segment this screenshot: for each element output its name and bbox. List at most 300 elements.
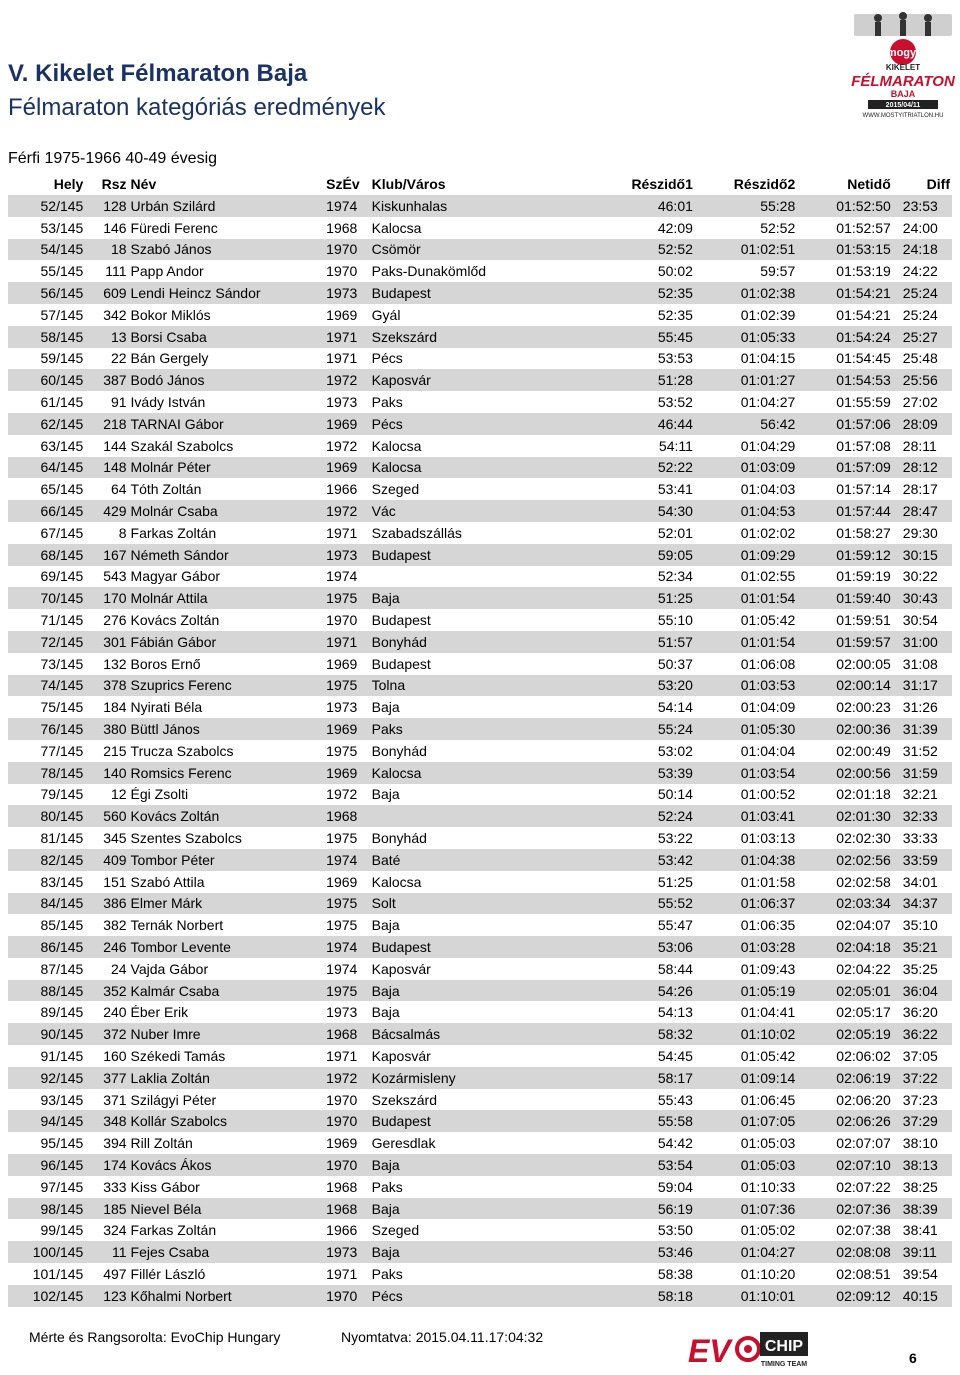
results-table — [8, 173, 952, 1307]
cell-nev: Szentes Szabolcs — [129, 827, 325, 849]
cell-diff: 40:15 — [893, 1285, 952, 1307]
cell-hely: 90/145 — [8, 1023, 85, 1045]
cell-netido: 02:04:22 — [797, 958, 893, 980]
cell-nev: Fejes Csaba — [129, 1241, 325, 1263]
cell-netido: 02:03:34 — [797, 893, 893, 915]
cell-rsz: 11 — [85, 1241, 128, 1263]
cell-nev: Bodó János — [129, 369, 325, 391]
cell-klub: Paks-Dunakömlőd — [370, 260, 570, 282]
logo-url-text: WWW.MOSTYITRIATLON.HU — [862, 113, 944, 119]
cell-szev: 1975 — [324, 675, 369, 697]
cell-diff: 37:05 — [893, 1045, 952, 1067]
cell-netido: 02:08:08 — [797, 1241, 893, 1263]
cell-reszido1: 52:35 — [570, 304, 695, 326]
table-row — [8, 544, 952, 566]
cell-netido: 01:57:44 — [797, 500, 893, 522]
cell-hely: 102/145 — [8, 1285, 85, 1307]
table-row — [8, 239, 952, 261]
cell-reszido1: 52:34 — [570, 566, 695, 588]
cell-netido: 02:09:12 — [797, 1285, 893, 1307]
cell-diff: 39:54 — [893, 1263, 952, 1285]
cell-rsz: 352 — [85, 980, 128, 1002]
footer-measured-by: Mérte és Rangsorolta: EvoChip Hungary — [29, 1329, 281, 1345]
cell-diff: 36:22 — [893, 1023, 952, 1045]
cell-hely: 54/145 — [8, 239, 85, 261]
cell-hely: 100/145 — [8, 1241, 85, 1263]
cell-reszido2: 01:03:13 — [695, 827, 797, 849]
page-number: 6 — [909, 1350, 917, 1366]
cell-hely: 66/145 — [8, 500, 85, 522]
table-row — [8, 217, 952, 239]
cell-hely: 97/145 — [8, 1176, 85, 1198]
cell-klub: Baja — [370, 1154, 570, 1176]
cell-rsz: 345 — [85, 827, 128, 849]
cell-reszido1: 53:54 — [570, 1154, 695, 1176]
cell-reszido2: 01:05:30 — [695, 718, 797, 740]
cell-rsz: 394 — [85, 1132, 128, 1154]
cell-diff: 25:56 — [893, 369, 952, 391]
cell-reszido2: 01:09:14 — [695, 1067, 797, 1089]
cell-netido: 02:05:17 — [797, 1001, 893, 1023]
table-row — [8, 914, 952, 936]
cell-hely: 75/145 — [8, 696, 85, 718]
cell-hely: 71/145 — [8, 609, 85, 631]
table-row — [8, 369, 952, 391]
cell-klub — [370, 805, 570, 827]
table-row — [8, 1241, 952, 1263]
cell-reszido2: 01:02:38 — [695, 282, 797, 304]
cell-klub: Budapest — [370, 936, 570, 958]
table-row — [8, 675, 952, 697]
cell-netido: 01:54:21 — [797, 282, 893, 304]
cell-rsz: 123 — [85, 1285, 128, 1307]
cell-szev: 1971 — [324, 348, 369, 370]
cell-rsz: 64 — [85, 478, 128, 500]
cell-hely: 88/145 — [8, 980, 85, 1002]
cell-netido: 02:05:01 — [797, 980, 893, 1002]
cell-hely: 62/145 — [8, 413, 85, 435]
cell-klub: Kaposvár — [370, 1045, 570, 1067]
table-row — [8, 936, 952, 958]
cell-netido: 01:57:06 — [797, 413, 893, 435]
cell-nev: Nyirati Béla — [129, 696, 325, 718]
table-row — [8, 1089, 952, 1111]
cell-reszido2: 01:04:29 — [695, 435, 797, 457]
cell-hely: 60/145 — [8, 369, 85, 391]
logo-date-text: 2015/04/11 — [885, 102, 921, 109]
cell-rsz: 13 — [85, 326, 128, 348]
cell-netido: 01:59:51 — [797, 609, 893, 631]
table-row — [8, 805, 952, 827]
cell-diff: 25:24 — [893, 304, 952, 326]
cell-netido: 02:07:07 — [797, 1132, 893, 1154]
cell-nev: Nievel Béla — [129, 1198, 325, 1220]
table-row — [8, 740, 952, 762]
cell-netido: 02:00:14 — [797, 675, 893, 697]
cell-nev: Kalmár Csaba — [129, 980, 325, 1002]
cell-klub: Vác — [370, 500, 570, 522]
cell-rsz: 543 — [85, 566, 128, 588]
cell-hely: 55/145 — [8, 260, 85, 282]
cell-diff: 36:04 — [893, 980, 952, 1002]
table-row — [8, 391, 952, 413]
page-subtitle: Félmaraton kategóriás eredmények — [8, 94, 386, 121]
cell-diff: 39:11 — [893, 1241, 952, 1263]
cell-diff: 24:18 — [893, 239, 952, 261]
cell-rsz: 146 — [85, 217, 128, 239]
cell-rsz: 148 — [85, 457, 128, 479]
cell-szev: 1970 — [324, 1110, 369, 1132]
cell-rsz: 301 — [85, 631, 128, 653]
cell-klub: Tolna — [370, 675, 570, 697]
cell-rsz: 151 — [85, 871, 128, 893]
cell-diff: 28:09 — [893, 413, 952, 435]
cell-klub: Baja — [370, 1198, 570, 1220]
cell-szev: 1975 — [324, 827, 369, 849]
cell-hely: 77/145 — [8, 740, 85, 762]
cell-rsz: 387 — [85, 369, 128, 391]
cell-nev: Elmer Márk — [129, 893, 325, 915]
cell-hely: 52/145 — [8, 195, 85, 217]
cell-diff: 28:47 — [893, 500, 952, 522]
table-row — [8, 871, 952, 893]
header-col-netido: Netidő — [847, 176, 891, 192]
cell-klub: Pécs — [370, 1285, 570, 1307]
cell-szev: 1970 — [324, 1089, 369, 1111]
cell-szev: 1973 — [324, 696, 369, 718]
cell-netido: 02:06:20 — [797, 1089, 893, 1111]
table-row — [8, 435, 952, 457]
cell-netido: 02:07:36 — [797, 1198, 893, 1220]
cell-netido: 01:52:57 — [797, 217, 893, 239]
cell-hely: 73/145 — [8, 653, 85, 675]
cell-reszido2: 01:06:08 — [695, 653, 797, 675]
cell-netido: 01:57:09 — [797, 457, 893, 479]
cell-reszido1: 52:35 — [570, 282, 695, 304]
cell-nev: Kiss Gábor — [129, 1176, 325, 1198]
cell-hely: 67/145 — [8, 522, 85, 544]
cell-diff: 24:00 — [893, 217, 952, 239]
cell-diff: 35:10 — [893, 914, 952, 936]
cell-diff: 38:39 — [893, 1198, 952, 1220]
cell-klub: Paks — [370, 718, 570, 740]
cell-diff: 32:33 — [893, 805, 952, 827]
table-row — [8, 893, 952, 915]
cell-reszido2: 01:05:03 — [695, 1154, 797, 1176]
cell-nev: Kovács Ákos — [129, 1154, 325, 1176]
cell-hely: 89/145 — [8, 1001, 85, 1023]
cell-netido: 02:02:58 — [797, 871, 893, 893]
cell-reszido1: 53:06 — [570, 936, 695, 958]
cell-reszido2: 01:06:37 — [695, 893, 797, 915]
cell-netido: 01:53:15 — [797, 239, 893, 261]
cell-szev: 1971 — [324, 326, 369, 348]
cell-klub: Budapest — [370, 653, 570, 675]
cell-reszido1: 56:19 — [570, 1198, 695, 1220]
cell-klub: Baja — [370, 914, 570, 936]
cell-reszido2: 01:07:05 — [695, 1110, 797, 1132]
cell-rsz: 160 — [85, 1045, 128, 1067]
cell-hely: 81/145 — [8, 827, 85, 849]
cell-reszido1: 55:24 — [570, 718, 695, 740]
cell-nev: Ternák Norbert — [129, 914, 325, 936]
cell-klub — [370, 566, 570, 588]
cell-netido: 02:00:49 — [797, 740, 893, 762]
cell-netido: 01:53:19 — [797, 260, 893, 282]
cell-nev: Kollár Szabolcs — [129, 1110, 325, 1132]
cell-netido: 01:54:24 — [797, 326, 893, 348]
cell-reszido1: 54:11 — [570, 435, 695, 457]
cell-rsz: 560 — [85, 805, 128, 827]
category-label: Férfi 1975-1966 40-49 évesig — [8, 150, 218, 167]
cell-reszido2: 01:04:27 — [695, 1241, 797, 1263]
cell-klub: Baja — [370, 696, 570, 718]
cell-netido: 02:02:30 — [797, 827, 893, 849]
table-row — [8, 1132, 952, 1154]
cell-reszido1: 58:32 — [570, 1023, 695, 1045]
cell-netido: 01:59:57 — [797, 631, 893, 653]
cell-reszido2: 01:06:35 — [695, 914, 797, 936]
cell-rsz: 386 — [85, 893, 128, 915]
table-row — [8, 1045, 952, 1067]
cell-rsz: 409 — [85, 849, 128, 871]
cell-klub: Pécs — [370, 348, 570, 370]
cell-klub: Paks — [370, 391, 570, 413]
cell-diff: 31:52 — [893, 740, 952, 762]
cell-hely: 76/145 — [8, 718, 85, 740]
cell-nev: Tombor Levente — [129, 936, 325, 958]
table-row — [8, 1176, 952, 1198]
cell-diff: 34:37 — [893, 893, 952, 915]
cell-nev: Farkas Zoltán — [129, 522, 325, 544]
cell-hely: 101/145 — [8, 1263, 85, 1285]
table-row — [8, 500, 952, 522]
cell-netido: 02:07:38 — [797, 1219, 893, 1241]
table-row — [8, 696, 952, 718]
cell-szev: 1971 — [324, 1045, 369, 1067]
cell-reszido1: 46:01 — [570, 195, 695, 217]
cell-netido: 02:06:02 — [797, 1045, 893, 1067]
cell-szev: 1968 — [324, 1023, 369, 1045]
cell-reszido2: 01:03:41 — [695, 805, 797, 827]
cell-netido: 02:00:36 — [797, 718, 893, 740]
cell-reszido1: 51:28 — [570, 369, 695, 391]
cell-reszido2: 01:04:09 — [695, 696, 797, 718]
cell-nev: Kőhalmi Norbert — [129, 1285, 325, 1307]
cell-reszido1: 59:05 — [570, 544, 695, 566]
cell-klub: Kozármisleny — [370, 1067, 570, 1089]
cell-klub: Gyál — [370, 304, 570, 326]
cell-reszido1: 53:46 — [570, 1241, 695, 1263]
cell-reszido1: 58:17 — [570, 1067, 695, 1089]
table-row — [8, 1219, 952, 1241]
cell-reszido2: 52:52 — [695, 217, 797, 239]
cell-netido: 02:08:51 — [797, 1263, 893, 1285]
table-row — [8, 260, 952, 282]
cell-klub: Szeged — [370, 1219, 570, 1241]
cell-klub: Budapest — [370, 609, 570, 631]
cell-nev: Molnár Csaba — [129, 500, 325, 522]
cell-szev: 1970 — [324, 609, 369, 631]
cell-reszido2: 01:05:19 — [695, 980, 797, 1002]
cell-hely: 74/145 — [8, 675, 85, 697]
cell-reszido1: 51:57 — [570, 631, 695, 653]
cell-szev: 1974 — [324, 958, 369, 980]
cell-szev: 1974 — [324, 195, 369, 217]
cell-szev: 1969 — [324, 653, 369, 675]
cell-rsz: 144 — [85, 435, 128, 457]
cell-nev: Bán Gergely — [129, 348, 325, 370]
page-title: V. Kikelet Félmaraton Baja — [8, 60, 308, 87]
cell-szev: 1975 — [324, 893, 369, 915]
cell-klub: Bonyhád — [370, 827, 570, 849]
cell-hely: 80/145 — [8, 805, 85, 827]
table-row — [8, 1067, 952, 1089]
cell-szev: 1975 — [324, 914, 369, 936]
cell-netido: 01:59:12 — [797, 544, 893, 566]
cell-rsz: 218 — [85, 413, 128, 435]
cell-diff: 23:53 — [893, 195, 952, 217]
cell-netido: 02:00:23 — [797, 696, 893, 718]
cell-szev: 1974 — [324, 936, 369, 958]
cell-hely: 58/145 — [8, 326, 85, 348]
cell-rsz: 342 — [85, 304, 128, 326]
cell-hely: 65/145 — [8, 478, 85, 500]
cell-reszido2: 01:04:53 — [695, 500, 797, 522]
cell-rsz: 371 — [85, 1089, 128, 1111]
cell-reszido1: 42:09 — [570, 217, 695, 239]
cell-reszido2: 01:04:15 — [695, 348, 797, 370]
cell-klub: Bácsalmás — [370, 1023, 570, 1045]
cell-nev: Szakál Szabolcs — [129, 435, 325, 457]
header-col-klub: Klub/Város — [371, 176, 446, 192]
table-row — [8, 413, 952, 435]
cell-hely: 69/145 — [8, 566, 85, 588]
cell-rsz: 22 — [85, 348, 128, 370]
logo-kikelet-text: KIKELET — [885, 63, 921, 72]
cell-nev: Farkas Zoltán — [129, 1219, 325, 1241]
cell-szev: 1975 — [324, 740, 369, 762]
cell-klub: Geresdlak — [370, 1132, 570, 1154]
cell-reszido2: 01:04:27 — [695, 391, 797, 413]
cell-szev: 1969 — [324, 304, 369, 326]
cell-rsz: 382 — [85, 914, 128, 936]
cell-hely: 82/145 — [8, 849, 85, 871]
cell-reszido2: 01:04:41 — [695, 1001, 797, 1023]
cell-reszido1: 53:50 — [570, 1219, 695, 1241]
cell-rsz: 184 — [85, 696, 128, 718]
cell-reszido2: 01:06:45 — [695, 1089, 797, 1111]
cell-reszido1: 58:38 — [570, 1263, 695, 1285]
cell-hely: 68/145 — [8, 544, 85, 566]
cell-klub: Baja — [370, 587, 570, 609]
cell-netido: 01:57:08 — [797, 435, 893, 457]
cell-reszido1: 58:44 — [570, 958, 695, 980]
cell-diff: 38:13 — [893, 1154, 952, 1176]
cell-netido: 01:59:19 — [797, 566, 893, 588]
cell-szev: 1973 — [324, 544, 369, 566]
cell-reszido2: 01:04:04 — [695, 740, 797, 762]
cell-klub: Csömör — [370, 239, 570, 261]
cell-reszido1: 54:13 — [570, 1001, 695, 1023]
cell-diff: 28:11 — [893, 435, 952, 457]
evochip-logo — [686, 1322, 810, 1372]
cell-hely: 92/145 — [8, 1067, 85, 1089]
table-row — [8, 587, 952, 609]
cell-reszido2: 01:10:20 — [695, 1263, 797, 1285]
header-col-reszido2: Részidő2 — [733, 176, 796, 192]
cell-reszido1: 52:01 — [570, 522, 695, 544]
cell-rsz: 167 — [85, 544, 128, 566]
cell-reszido2: 55:28 — [695, 195, 797, 217]
cell-reszido1: 53:52 — [570, 391, 695, 413]
cell-hely: 63/145 — [8, 435, 85, 457]
cell-reszido2: 01:05:42 — [695, 609, 797, 631]
cell-reszido1: 50:14 — [570, 784, 695, 806]
cell-szev: 1968 — [324, 217, 369, 239]
cell-nev: Szabó János — [129, 239, 325, 261]
cell-reszido2: 01:05:02 — [695, 1219, 797, 1241]
cell-reszido1: 55:47 — [570, 914, 695, 936]
cell-nev: Romsics Ferenc — [129, 762, 325, 784]
cell-reszido1: 55:52 — [570, 893, 695, 915]
cell-reszido1: 53:02 — [570, 740, 695, 762]
cell-netido: 01:52:50 — [797, 195, 893, 217]
cell-rsz: 377 — [85, 1067, 128, 1089]
cell-szev: 1966 — [324, 478, 369, 500]
cell-nev: Molnár Péter — [129, 457, 325, 479]
evochip-tagline-text: TIMING TEAM — [760, 1361, 808, 1368]
cell-nev: Székedi Tamás — [129, 1045, 325, 1067]
cell-diff: 30:54 — [893, 609, 952, 631]
table-row — [8, 304, 952, 326]
table-row — [8, 1154, 952, 1176]
cell-reszido1: 53:20 — [570, 675, 695, 697]
cell-reszido2: 01:04:03 — [695, 478, 797, 500]
cell-nev: Rill Zoltán — [129, 1132, 325, 1154]
cell-szev: 1971 — [324, 1263, 369, 1285]
cell-nev: Bokor Miklós — [129, 304, 325, 326]
cell-diff: 37:23 — [893, 1089, 952, 1111]
cell-szev: 1971 — [324, 631, 369, 653]
cell-nev: Németh Sándor — [129, 544, 325, 566]
cell-klub: Baja — [370, 784, 570, 806]
cell-diff: 38:25 — [893, 1176, 952, 1198]
cell-hely: 84/145 — [8, 893, 85, 915]
cell-reszido2: 01:10:01 — [695, 1285, 797, 1307]
table-row — [8, 849, 952, 871]
table-row — [8, 1285, 952, 1307]
cell-nev: Tóth Zoltán — [129, 478, 325, 500]
table-row — [8, 784, 952, 806]
cell-netido: 02:01:18 — [797, 784, 893, 806]
cell-netido: 01:58:27 — [797, 522, 893, 544]
logo-mogyi-text: mogyi — [886, 47, 920, 59]
cell-netido: 02:07:22 — [797, 1176, 893, 1198]
cell-szev: 1975 — [324, 587, 369, 609]
cell-reszido1: 52:24 — [570, 805, 695, 827]
cell-reszido2: 59:57 — [695, 260, 797, 282]
cell-reszido1: 52:22 — [570, 457, 695, 479]
cell-netido: 02:01:30 — [797, 805, 893, 827]
cell-diff: 37:22 — [893, 1067, 952, 1089]
table-row — [8, 457, 952, 479]
cell-rsz: 240 — [85, 1001, 128, 1023]
table-row — [8, 282, 952, 304]
event-logo — [848, 4, 958, 120]
cell-diff: 33:59 — [893, 849, 952, 871]
cell-reszido1: 54:26 — [570, 980, 695, 1002]
